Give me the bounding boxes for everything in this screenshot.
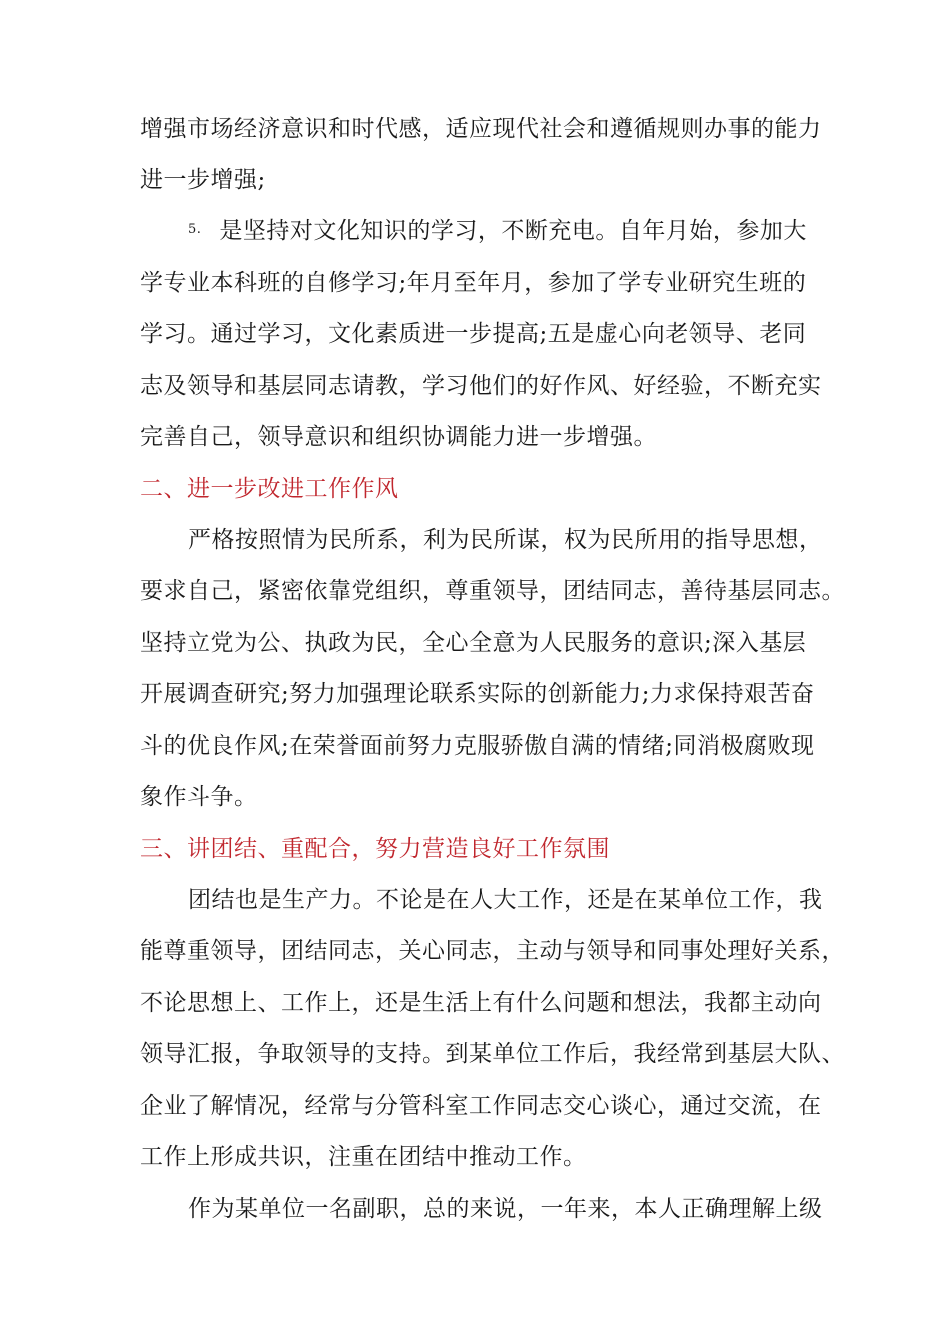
list-number: 5. <box>188 222 202 237</box>
paragraph-line: 完善自己，领导意识和组织协调能力进一步增强。 <box>140 424 657 450</box>
paragraph-line: 企业了解情况，经常与分管科室工作同志交心谈心，通过交流，在 <box>140 1093 822 1119</box>
paragraph-line: 要求自己，紧密依靠党组织，尊重领导，团结同志，善待基层同志。 <box>140 578 845 604</box>
paragraph-line: 学专业本科班的自修学习;年月至年月，参加了学专业研究生班的 <box>140 270 807 296</box>
paragraph-line: 作为某单位一名副职，总的来说，一年来，本人正确理解上级 <box>188 1196 823 1222</box>
paragraph-line: 增强市场经济意识和时代感，适应现代社会和遵循规则办事的能力 <box>140 116 822 142</box>
paragraph-line: 不论思想上、工作上，还是生活上有什么问题和想法，我都主动向 <box>140 990 822 1016</box>
numbered-paragraph-line <box>188 216 807 247</box>
paragraph-line: 团结也是生产力。不论是在人大工作，还是在某单位工作，我 <box>188 887 823 913</box>
paragraph-line: 开展调查研究;努力加强理论联系实际的创新能力;力求保持艰苦奋 <box>140 681 815 707</box>
paragraph-line: 工作上形成共识，注重在团结中推动工作。 <box>140 1144 587 1170</box>
paragraph-text: 是坚持对文化知识的学习，不断充电。自年月始，参加大 <box>219 218 807 244</box>
paragraph-line: 严格按照情为民所系，利为民所谋，权为民所用的指导思想， <box>188 527 823 553</box>
paragraph-line: 斗的优良作风;在荣誉面前努力克服骄傲自满的情绪;同消极腐败现 <box>140 733 815 759</box>
paragraph-line: 象作斗争。 <box>140 784 258 810</box>
paragraph-line: 学习。通过学习，文化素质进一步提高;五是虚心向老领导、老同 <box>140 321 807 347</box>
paragraph-line: 志及领导和基层同志请教，学习他们的好作风、好经验，不断充实 <box>140 373 822 399</box>
paragraph-line: 领导汇报，争取领导的支持。到某单位工作后，我经常到基层大队、 <box>140 1041 845 1067</box>
section-heading: 二、进一步改进工作作风 <box>140 476 399 502</box>
paragraph-line: 进一步增强; <box>140 167 266 193</box>
paragraph-line: 能尊重领导，团结同志，关心同志，主动与领导和同事处理好关系， <box>140 938 845 964</box>
section-heading: 三、讲团结、重配合，努力营造良好工作氛围 <box>140 836 610 862</box>
paragraph-line: 坚持立党为公、执政为民，全心全意为人民服务的意识;深入基层 <box>140 630 807 656</box>
